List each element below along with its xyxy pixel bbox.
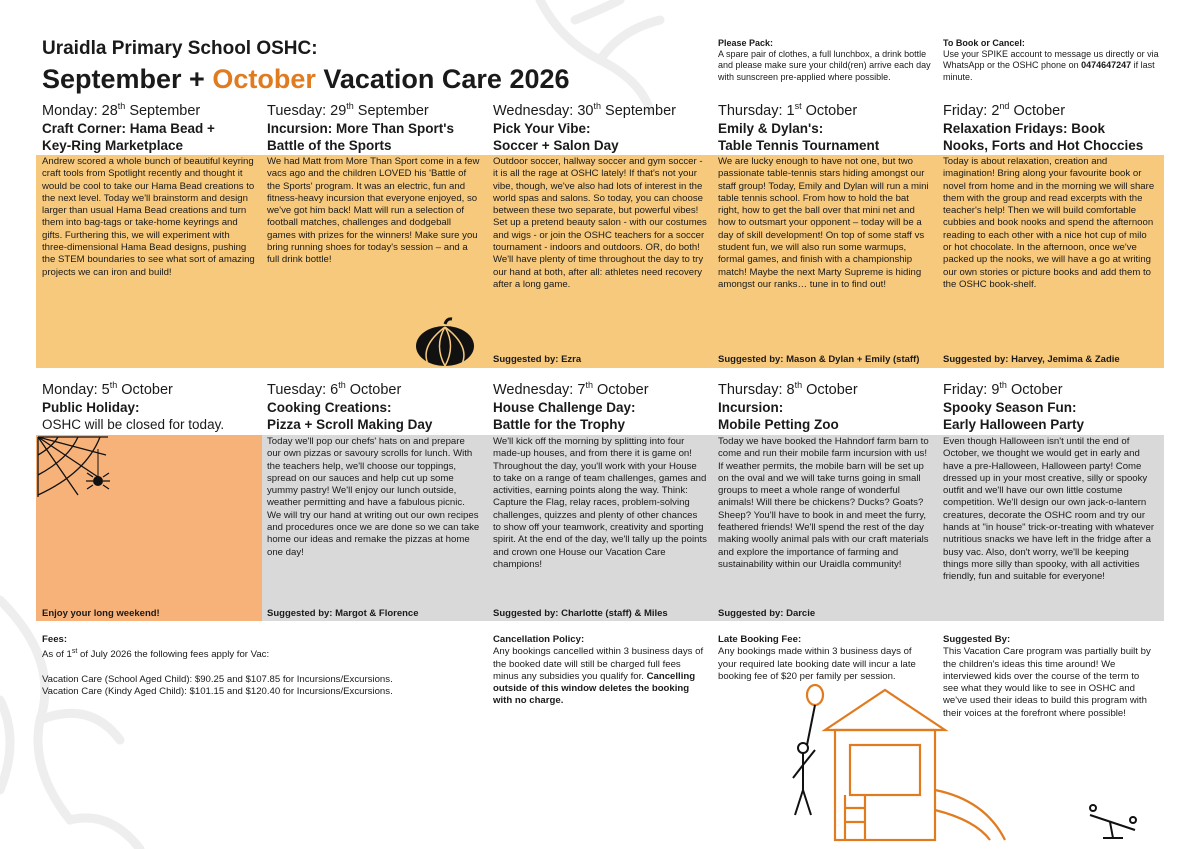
booking-phone[interactable]: 0474647247 xyxy=(1081,60,1132,71)
activity-title-1: House Challenge Day: xyxy=(493,400,636,415)
week2-activity-box-3 xyxy=(718,436,936,621)
activity-title-2: Battle of the Sports xyxy=(267,138,392,153)
week1-activity-box-1 xyxy=(267,156,485,367)
day-label: Tuesday: 6th October xyxy=(267,380,402,398)
title-part-b: Vacation Care 2026 xyxy=(315,64,570,94)
week1-day-header-1 xyxy=(267,103,485,154)
title-accent: October xyxy=(212,64,316,94)
week1-activity-box-4 xyxy=(943,156,1161,367)
day-label: Tuesday: 29th September xyxy=(267,101,429,119)
week1-activity-box-3 xyxy=(718,156,936,367)
activity-title-2: OSHC will be closed for today. xyxy=(42,417,225,432)
suggested-by-label: Enjoy your long weekend! xyxy=(42,608,160,619)
activity-title-1: Craft Corner: Hama Bead + xyxy=(42,121,215,136)
activity-title-1: Incursion: More Than Sport's xyxy=(267,121,454,136)
fees-heading: Fees: xyxy=(42,634,68,645)
week1-activity-box-0 xyxy=(42,156,260,367)
booking-info xyxy=(943,38,1168,83)
week2-day-header-1 xyxy=(267,382,485,433)
activity-title-2: Pizza + Scroll Making Day xyxy=(267,417,433,432)
week2-activity-box-0 xyxy=(42,436,260,621)
activity-title-2: Table Tennis Tournament xyxy=(718,138,880,153)
activity-title-2: Nooks, Forts and Hot Choccies xyxy=(943,138,1144,153)
week2-day-header-4 xyxy=(943,382,1161,433)
week2-day-header-2 xyxy=(493,382,711,433)
day-label: Friday: 9th October xyxy=(943,380,1063,398)
activity-description: We are lucky enough to have not one, but two passionate table-tennis stars hiding amongst our staff group! Today, Emily and Dylan will run a mini table tennis school. From how to hold the bat right, how to get the ball over that mini net and how to outsmart your opponent – today will be a day of skill development! On top of some staff vs student fun, we will also run some warmups, formal games, and finish with a championship match! Maybe the next Marty Supreme is hiding amongst our ranks… tune in to find out! xyxy=(718,156,929,290)
booking-text: Use your SPIKE account to message us directly or via WhatsApp or the OSHC phone on xyxy=(943,49,1159,71)
page-title xyxy=(42,64,570,95)
day-label: Thursday: 8th October xyxy=(718,380,858,398)
fees-line1-pre: As of 1 xyxy=(42,649,72,661)
late-fee-section xyxy=(718,634,930,683)
please-pack-heading: Please Pack: xyxy=(718,38,774,48)
day-label: Friday: 2nd October xyxy=(943,101,1066,119)
fees-line1-post: of July 2026 the following fees apply for Vac: xyxy=(77,649,270,661)
activity-title-2: Key-Ring Marketplace xyxy=(42,138,184,153)
fees-line3: Vacation Care (Kindy Aged Child): $101.15 and $120.40 for Incursions/Excursions. xyxy=(42,686,393,698)
suggested-heading: Suggested By: xyxy=(943,634,1011,645)
activity-title-2: Mobile Petting Zoo xyxy=(718,417,839,432)
week1-day-header-3 xyxy=(718,103,936,154)
suggested-by-label: Suggested by: Darcie xyxy=(718,608,816,619)
day-label: Wednesday: 30th September xyxy=(493,101,676,119)
activity-title-1: Incursion: xyxy=(718,400,784,415)
day-label: Thursday: 1st October xyxy=(718,101,858,119)
header-line-1: Uraidla Primary School OSHC: xyxy=(42,38,318,59)
week2-day-header-3 xyxy=(718,382,936,433)
activity-description: Andrew scored a whole bunch of beautiful keyring craft tools from Spotlight recently and thought it would be cool to take our Hama Bead creations to the next level. Today we'll brainstorm and design larger than usual Hama Bead creations and turn them into bag-tags or take-home keyrings and gifts. Furthering this, we will experiment with three-dimensional Hama Bead designs, pushing the STEM boundaries to see what sort of amazing projects we can iron and build! xyxy=(42,156,255,278)
week1-activity-box-2 xyxy=(493,156,711,367)
suggested-by-label: Suggested by: Mason & Dylan + Emily (staff) xyxy=(718,354,920,365)
playground-icon xyxy=(785,690,1185,845)
activity-title-1: Public Holiday: xyxy=(42,400,140,415)
suggested-by-label: Suggested by: Ezra xyxy=(493,354,582,365)
title-part-a: September + xyxy=(42,64,213,94)
week2-activity-box-1 xyxy=(267,436,485,621)
activity-title-1: Relaxation Fridays: Book xyxy=(943,121,1106,136)
booking-tail: if last minute. xyxy=(943,60,1155,82)
suggested-text: This Vacation Care program was partially built by the children's ideas this time around! We interviewed kids over the course of the term to see what they would like to see in OSHC and we've used their ideas to build this program with their voices at the forefront where possible! xyxy=(943,646,1151,719)
activity-title-2: Early Halloween Party xyxy=(943,417,1085,432)
day-label: Monday: 28th September xyxy=(42,101,201,119)
activity-description: We'll kick off the morning by splitting into four made-up houses, and from there it is game on! Throughout the day, you'll work with your House to take on a range of team challenges, games and activities, earning points along the way. Think: Capture the Flag, relay races, problem-solving challenges, quizzes and plenty of other chances to show off your teamwork, creativity and sporting spirit. At the end of the day, we'll tally up the points and crown one House our Vacation Care champions! xyxy=(493,436,707,570)
week2-day-header-0 xyxy=(42,382,260,433)
activity-title-1: Spooky Season Fun: xyxy=(943,400,1077,415)
day-label: Monday: 5th October xyxy=(42,380,173,398)
suggested-by-label: Suggested by: Charlotte (staff) & Miles xyxy=(493,608,668,619)
activity-title-1: Emily & Dylan's: xyxy=(718,121,824,136)
week1-day-header-2 xyxy=(493,103,711,154)
suggested-by-label: Suggested by: Harvey, Jemima & Zadie xyxy=(943,354,1120,365)
activity-description: We had Matt from More Than Sport come in a few vacs ago and the children LOVED his 'Battle of the Sports' program. It was an electric, fun and fitness-heavy incursion that everyone enjoyed, so we've got him back! Matt will run a selection of football matches, challenges and dodgeball games with prizes for the winners! Make sure you bring running shoes for today's session – and a full drink bottle! xyxy=(267,156,480,266)
cancellation-bold: Cancelling outside of this window deletes the booking with no charge. xyxy=(493,670,696,707)
please-pack-text: A spare pair of clothes, a full lunchbox, a drink bottle and please make sure your child(ren) arrive each day with sunscreen pre-applied where possible. xyxy=(718,49,931,82)
cancellation-heading: Cancellation Policy: xyxy=(493,634,585,645)
cancellation-section xyxy=(493,634,705,708)
fees-line2: Vacation Care (School Aged Child): $90.25 and $107.85 for Incursions/Excursions. xyxy=(42,674,393,686)
activity-title-1: Cooking Creations: xyxy=(267,400,392,415)
booking-heading: To Book or Cancel: xyxy=(943,38,1025,48)
week2-activity-box-2 xyxy=(493,436,711,621)
activity-description: Today we have booked the Hahndorf farm barn to come and run their mobile farm incursion with us! If weather permits, the mobile barn will be set up on the oval and we will take turns going in small groups to meet a whole range of wonderful animals! Will there be chickens? Ducks? Goats? Sheep? You'll have to book in and meet the furry, feathered friends! We'll spend the rest of the day making woolly animal pals with our craft materials and explore the importance of farming and sustainability within our Uraidla community! xyxy=(718,436,929,570)
late-text: Any bookings made within 3 business days of your required late booking date will incur a late booking fee of $20 per family per session. xyxy=(718,646,916,682)
activity-description: Even though Halloween isn't until the end of October, we thought we would get in early and have a pre-Halloween, Halloween party! Come dressed up in your most creative, silly or spooky outfit and we'll have our own little costume competition. We'll design our own jack-o-lantern creatures, decorate the OSHC room and try our hands at "in house" trick-or-treating with whatever nutritious snacks we have left in the fridge after a busy vac. Also, don't worry, we'll be keeping things more silly than spooky, with all activities friendly, fun and suitable for everyone! xyxy=(943,436,1155,583)
suggested-by-label: Suggested by: Margot & Florence xyxy=(267,608,419,619)
fees-line1-sup: st xyxy=(71,648,78,656)
cancellation-text: Any bookings cancelled within 3 business days of the booked date will still be charged full fees minus any subsidies you qualify for. xyxy=(493,646,704,682)
week1-day-header-0 xyxy=(42,103,260,154)
activity-description: Today is about relaxation, creation and imagination! Bring along your favourite book or novel from home and in the morning we will share them with the group and read excerpts with the teacher's help! Then we will build comfortable cubbies and book nooks and spend the afternoon reading to each other with a nice hot cup of milo or hot chocolate. In the afternoon, once we've packed up the nooks, we will have a go at writing our own stories or picture books and add them to the OSHC book-shelf. xyxy=(943,156,1155,290)
activity-title-2: Battle for the Trophy xyxy=(493,417,626,432)
activity-description: Today we'll pop our chefs' hats on and prepare our own pizzas or savoury scrolls for lunch. With the teachers help, we'll choose our toppings, spread on our sauces and help cut up some yummy pastry! We'll enjoy our lunch outside, weather permitting and have a fabulous picnic. We will try our hand at writing out our own recipes and procedures once we are done so we can take home our ideas and remake the pizzas at home one day! xyxy=(267,436,480,558)
day-label: Wednesday: 7th October xyxy=(493,380,649,398)
activity-title-2: Soccer + Salon Day xyxy=(493,138,619,153)
fees-section xyxy=(42,634,482,699)
please-pack xyxy=(718,38,943,83)
week1-day-header-4 xyxy=(943,103,1161,154)
activity-description: Outdoor soccer, hallway soccer and gym soccer - it is all the rage at OSHC lately! If that's not your vibe, though, we've also had lots of interest in the world spas and salons. So today, you can choose between these two separate, but powerful vibes! Set up a pretend beauty salon - with our costumes and wigs - or join the OSHC teachers for a soccer tournament - indoors and outdoors. OR, do both! We'll have plenty of time throughout the day to try our hand at both, after all: athletes need recovery after a long game. xyxy=(493,156,707,290)
week2-activity-box-4 xyxy=(943,436,1161,621)
late-heading: Late Booking Fee: xyxy=(718,634,802,645)
activity-title-1: Pick Your Vibe: xyxy=(493,121,591,136)
